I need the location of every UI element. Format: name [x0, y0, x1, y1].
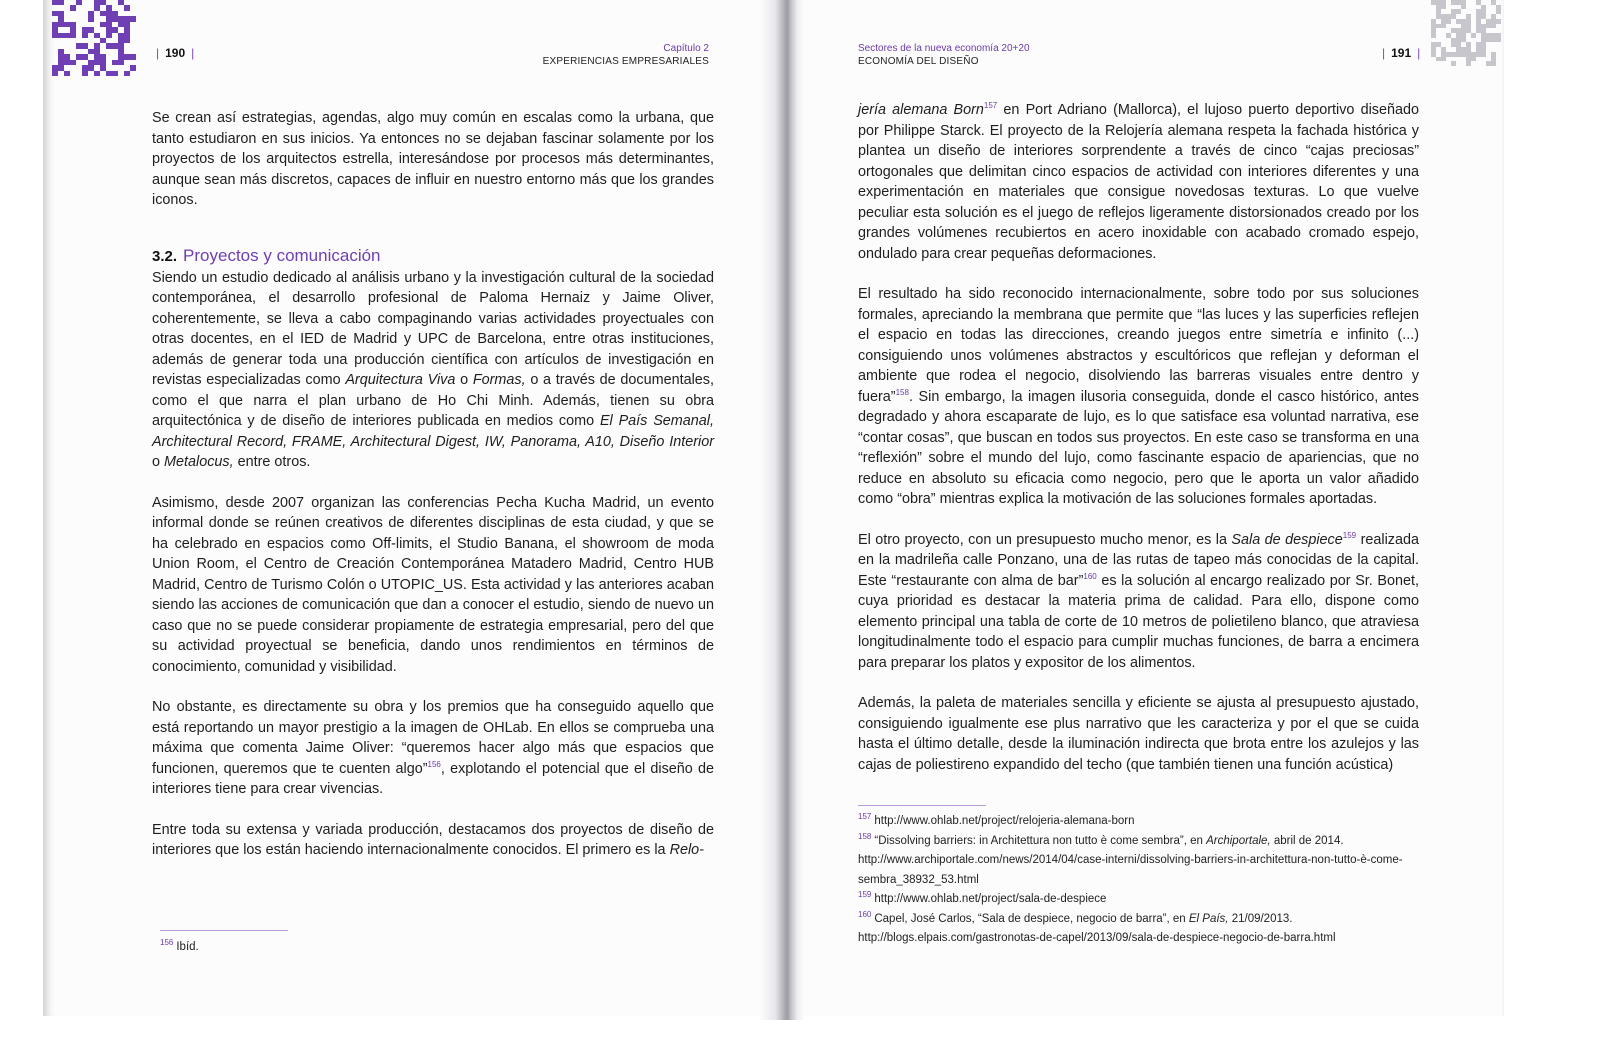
footnote-reference[interactable]: 157: [983, 101, 998, 111]
footnote-link[interactable]: abril de 2014. http://www.archiportale.com/news/2014/04/case-interni/dissolving-barriers-in-architettura-non-tutto-è-come-sembra_38932_53.html: [858, 834, 1403, 886]
book-title: ECONOMÍA DEL DISEÑO: [858, 56, 979, 67]
publication-name: Archiportale,: [1206, 834, 1271, 847]
left-page-body: [152, 108, 714, 861]
text-run: entre otros.: [233, 454, 311, 470]
page-number-right: [1376, 46, 1426, 60]
page-number-value: 190: [165, 46, 186, 60]
footnote-divider: [858, 805, 986, 806]
publication-name: El País Semanal, Architectural Record, FRAME, Architectural Digest, IW, Panorama, A10, Diseño Interior: [152, 413, 714, 450]
paragraph: [858, 100, 1419, 264]
footnote: [858, 832, 1421, 891]
footnote-number: 160: [858, 909, 872, 919]
book-gutter: [760, 0, 804, 1020]
footnote: [858, 890, 1421, 910]
footnote-reference[interactable]: 159: [1342, 530, 1357, 540]
page-number-value: 191: [1391, 46, 1412, 60]
text-run: No obstante, es directamente su obra y los premios que ha conseguido aquello que está reportando un mayor prestigio a la imagen de OHLab. En ellos se comprueba una máxima que comenta Jaime Oliver: “queremos hacer algo más que espacios que funcionen, queremos que te cuenten algo”: [152, 699, 714, 777]
publication-name: Formas,: [472, 372, 526, 388]
qr-code-icon: [52, 0, 136, 76]
paragraph: [858, 284, 1419, 510]
footnote-reference[interactable]: 156: [427, 759, 441, 769]
text-run: en Port Adriano (Mallorca), el lujoso puerto deportivo diseñado por Philippe Starck. El proyecto de la Relojería alemana respeta la fachada histórica y plantea un diseño de interiores sorprendente a través de cinco “cajas preciosas” ortogonales que delimitan cinco espacios de actividad con interiores diferentes y una experimentación en materiales que consigue novedosas texturas. Lo que vuelve peculiar esta solución es el juego de reflejos ligeramente distorsionados creado por los grandes volúmenes recubiertos en acero inoxidable con acabado cromado espejo, ondulado para crear pequeñas deformaciones.: [858, 102, 1420, 262]
footnote-number: 158: [858, 831, 872, 841]
text-run: El resultado ha sido reconocido internacionalmente, sobre todo por sus soluciones formales, apreciando la membrana que permite que “las luces y las superficies reflejen el espacio en todas las direcciones, creando juegos entre simetría e infinito (...) consiguiendo unos volúmenes abstractos y escultóricos que reflejan y deforman el ambiente que rodea el negocio, disolviendo las barreras visuales entre dentro y fuera”: [858, 286, 1419, 405]
text-run: o: [455, 372, 473, 388]
footnotes-left: [160, 938, 720, 958]
text-run: Entre toda su extensa y variada producción, destacamos dos proyectos de diseño de interiores que los están haciendo internacionalmente conocidos. El primero es la: [152, 821, 714, 858]
running-head-right: [858, 42, 1030, 68]
qr-module: [1496, 61, 1501, 66]
paragraph: [152, 268, 714, 473]
paragraph: Además, la paleta de materiales sencilla y eficiente se ajusta al presupuesto ajustado, consiguiendo igualmente ese plus narrativo que les caracteriza y por el que se cuida hasta el último detalle, desde la iluminación indirecta que brota entre los azulejos y las cajas de poliestireno expandido del techo (que también tienen una función acústica): [858, 695, 1419, 773]
text-run: El otro proyecto, con un presupuesto mucho menor, es la: [858, 531, 1232, 548]
footnote-divider: [160, 930, 288, 931]
series-label: Sectores de la nueva economía 20+20: [858, 43, 1030, 54]
text-run: realizada en la madrileña calle Ponzano, una de las rutas de tapeo más conocidas de la capital. Este “restaurante con alma de bar”: [858, 531, 1419, 589]
page-number-left: [150, 46, 200, 60]
text-run: o: [152, 454, 165, 470]
qr-module: [130, 71, 136, 76]
publication-name: Metalocus,: [164, 454, 234, 470]
page-number-divider: |: [191, 46, 195, 60]
footnote-number: 156: [160, 938, 174, 948]
footnote: [858, 812, 1421, 832]
text-run: es la solución al encargo realizado por Sr. Bonet, cuya prioridad es destacar la materia prima de calidad. Para ello, dispone como elemento principal una tabla de corte de 10 metros de polietileno blanco, que atraviesa longitudinalmente todo el espacio para cumplir muchas funciones, de barra a encimera para preparar los platos y expositor de los alimentos.: [858, 572, 1419, 671]
right-page-body: [858, 100, 1419, 775]
project-name: Sala de despiece: [1231, 531, 1343, 548]
project-name: Relo-: [669, 842, 704, 858]
section-title: Proyectos y comunicación: [183, 245, 381, 265]
page-number-divider: |: [156, 46, 160, 60]
publication-name: El País,: [1188, 912, 1229, 925]
footnote-reference[interactable]: 158: [895, 387, 909, 397]
footnote-link[interactable]: 21/09/2013. http://blogs.elpais.com/gastronotas-de-capel/2013/09/sala-de-despiece-negocio-de-barra.html: [858, 912, 1336, 944]
footnote-text: Capel, José Carlos, “Sala de despiece, negocio de barra”, en: [874, 912, 1189, 925]
project-name: jería alemana Born: [858, 102, 984, 118]
text-run: . Sin embargo, la imagen ilusoria conseguida, donde el casco histórico, antes degradado y ahora escaparate de lujo, es lo que satisface esa voluntad narrativa, ese “contar cosas”, que buscan en todos sus proyectos. En este caso se transforma en una “reflexión” sobre el mundo del lujo, como fascinante espacio de apariencias, que no reduce en absoluto su eficacia como negocio, pero que le aporta un valor añadido como “obra” mientras explica la motivación de las soluciones formales aportadas.: [858, 388, 1419, 507]
running-head-left: [543, 42, 709, 68]
page-number-divider: |: [1417, 46, 1421, 60]
footnote-link[interactable]: http://www.ohlab.net/project/relojeria-alemana-born: [874, 815, 1135, 827]
paragraph: [152, 697, 714, 800]
section-heading: [152, 245, 714, 268]
footnote-number: 159: [858, 890, 872, 900]
paragraph: Asimismo, desde 2007 organizan las conferencias Pecha Kucha Madrid, un evento informal donde se reúnen creativos de diferentes disciplinas de esta ciudad, y que se ha celebrado en espacios como Off-limits, el Studio Banana, el showroom de moda Union Room, el Centro de Creación Contemporánea Matadero Madrid, Centro HUB Madrid, Centro de Turismo Colón o UTOPIC_US. Esta actividad y las anteriores acaban siendo las acciones de comunicación que dan a conocer el estudio, siendo de nuevo un caso que no se puede considerar propiamente de estrategia empresarial, pero del que su actividad proyectual se beneficia, dando unos rendimientos en términos de conocimiento, comunidad y visibilidad.: [152, 494, 714, 675]
footnote-number: 157: [858, 812, 872, 822]
qr-code-icon: [1431, 0, 1501, 66]
chapter-title: EXPERIENCIAS EMPRESARIALES: [542, 56, 709, 67]
footnote: [160, 938, 720, 958]
paragraph: [858, 530, 1419, 674]
footnote: [858, 910, 1421, 949]
page-number-divider: |: [1382, 46, 1386, 60]
footnote-reference[interactable]: 160: [1083, 571, 1097, 581]
publication-name: Arquitectura Viva: [345, 372, 456, 388]
text-run: o a través de documentales, como el que narra el plan urbano de Ho Chi Minh. Además, tienen su obra arquitectónica y de diseño de interiores publicada en medios como: [152, 372, 714, 429]
paragraph: Se crean así estrategias, agendas, algo muy común en escalas como la urbana, que tanto estudiaron en sus inicios. Ya entonces no se dejaban fascinar solamente por los proyectos de los arquitectos estrella, interesándose por procesos más determinantes, aunque sean más discretos, capaces de influir en nuestro entorno más que los grandes iconos.: [152, 110, 714, 208]
text-run: , explotando el potencial que el diseño de interiores tiene para crear vivencias.: [152, 760, 714, 797]
section-number: 3.2.: [152, 247, 178, 265]
paragraph: [152, 820, 714, 861]
footnote-link[interactable]: http://www.ohlab.net/project/sala-de-despiece: [874, 893, 1107, 905]
footnotes-right: [858, 812, 1421, 949]
chapter-label: Capítulo 2: [663, 43, 709, 54]
text-run: Siendo un estudio dedicado al análisis urbano y la investigación cultural de la sociedad contemporánea, el desarrollo profesional de Paloma Hernaiz y Jaime Oliver, coherentemente, se lleva a cabo compaginando varias actividades proyectuales con otras docentes, en el IED de Madrid y UPC de Barcelona, entre otras instituciones, además de generar toda una producción científica con artículos de investigación en revistas especializadas como: [152, 269, 714, 388]
footnote-text: “Dissolving barriers: in Architettura non tutto è come sembra”, en: [874, 834, 1207, 847]
footnote-text: Ibíd.: [176, 941, 199, 953]
